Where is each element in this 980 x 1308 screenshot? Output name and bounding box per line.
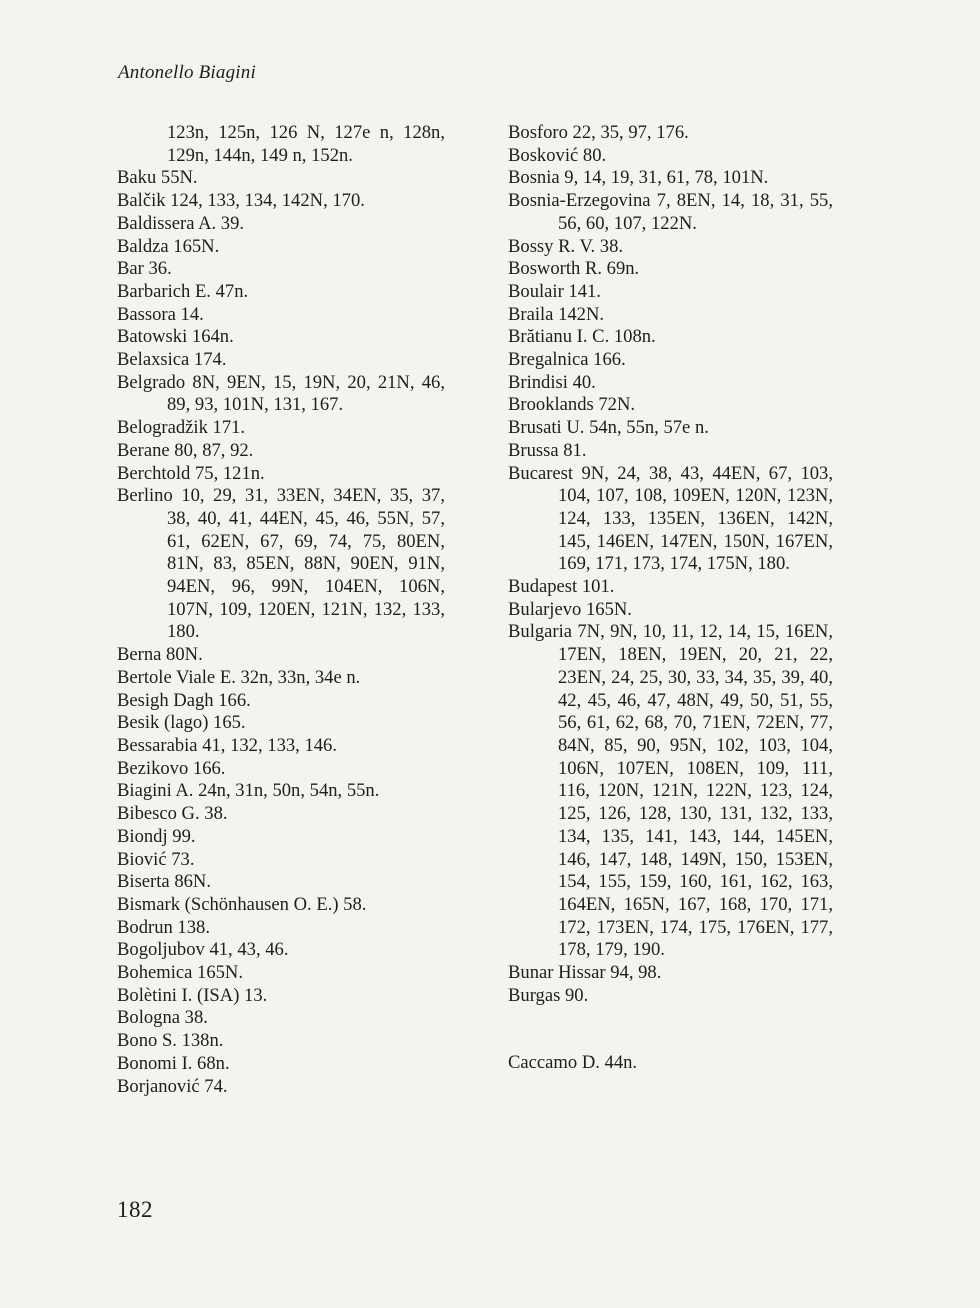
index-entry: Berlino 10, 29, 31, 33EN, 34EN, 35, 37, 38, 40, 41, 44EN, 45, 46, 55N, 57, 61, 62EN, 67, 69, 74, 75, 80EN, 81N, 83, 85EN, 88N, 90EN, 91N, 94EN, 96, 99N, 104EN, 106N, 107N, 109, 120EN, 121N, 132, 133, 180. xyxy=(117,485,445,643)
index-entry: Burgas 90. xyxy=(508,984,589,1006)
index-entry: Besigh Dagh 166. xyxy=(117,689,251,711)
index-entry: Bogoljubov 41, 43, 46. xyxy=(117,939,289,961)
index-entry: Budapest 101. xyxy=(508,576,615,598)
page-number: 182 xyxy=(117,1197,153,1222)
index-entry: Bucarest 9N, 24, 38, 43, 44EN, 67, 103, 104, 107, 108, 109EN, 120N, 123N, 124, 133, 135EN, 136EN, 142N, 145, 146EN, 147EN, 150N, 167EN, 169, 171, 173, 174, 175N, 180. xyxy=(508,462,833,575)
index-entry: Bulgaria 7N, 9N, 10, 11, 12, 14, 15, 16EN, 17EN, 18EN, 19EN, 20, 21, 22, 23EN, 24, 25, 30, 33, 34, 35, 39, 40, 42, 45, 46, 47, 48N, 49, 50, 51, 55, 56, 61, 62, 68, 70, 71EN, 72EN, 77, 84N, 85, 90, 95N, 102, 103, 104, 106N, 107EN, 108EN, 109, 111, 116, 120N, 121N, 122N, 123, 124, 125, 126, 128, 130, 131, 132, 133, 134, 135, 141, 143, 144, 145EN, 146, 147, 148, 149N, 150, 153EN, 154, 155, 159, 160, 161, 162, 163, 164EN, 165N, 167, 168, 170, 171, 172, 173EN, 174, 175, 176EN, 177, 178, 179, 190. xyxy=(508,621,833,961)
index-entry: Balčik 124, 133, 134, 142N, 170. xyxy=(117,190,365,212)
index-entry: Biondj 99. xyxy=(117,825,196,847)
index-column-right xyxy=(508,122,833,1075)
index-entry: Biović 73. xyxy=(117,848,195,870)
index-entry: Bolètini I. (ISA) 13. xyxy=(117,984,268,1006)
index-entry: Brindisi 40. xyxy=(508,371,596,393)
index-entry: Caccamo D. 44n. xyxy=(508,1052,638,1074)
index-entry: Bosković 80. xyxy=(508,144,607,166)
index-entry: Biserta 86N. xyxy=(117,871,211,893)
index-entry: Batowski 164n. xyxy=(117,326,234,348)
index-entry: Bertole Viale E. 32n, 33n, 34e n. xyxy=(117,666,361,688)
index-entry: Berane 80, 87, 92. xyxy=(117,439,254,461)
index-entry: Baldza 165N. xyxy=(117,235,220,257)
index-entry: Bassora 14. xyxy=(117,303,204,325)
index-entry: Bregalnica 166. xyxy=(508,349,626,371)
index-column-left xyxy=(117,122,445,1098)
index-entry: Bunar Hissar 94, 98. xyxy=(508,962,662,984)
running-header: Antonello Biagini xyxy=(118,62,256,83)
index-entry: Boulair 141. xyxy=(508,280,601,302)
index-entry: Besik (lago) 165. xyxy=(117,712,246,734)
index-entry: Bibesco G. 38. xyxy=(117,803,228,825)
index-entry: Bonomi I. 68n. xyxy=(117,1052,230,1074)
section-gap xyxy=(508,1007,833,1052)
index-entry: Baldissera A. 39. xyxy=(117,212,245,234)
index-entry: Bodrun 138. xyxy=(117,916,210,938)
index-entry: Brătianu I. C. 108n. xyxy=(508,326,656,348)
index-entry: Bohemica 165N. xyxy=(117,962,243,984)
index-entry: Bismark (Schönhausen O. E.) 58. xyxy=(117,893,367,915)
index-entry: Bossy R. V. 38. xyxy=(508,235,624,257)
index-entry: Bosforo 22, 35, 97, 176. xyxy=(508,122,689,143)
index-entry: Bono S. 138n. xyxy=(117,1030,224,1052)
index-entry: Belaxsica 174. xyxy=(117,349,227,371)
index-entry: Brooklands 72N. xyxy=(508,394,636,416)
index-entry: Bosnia-Erzegovina 7, 8EN, 14, 18, 31, 55, 56, 60, 107, 122N. xyxy=(508,190,833,234)
index-entry: Barbarich E. 47n. xyxy=(117,280,249,302)
index-entry: Berchtold 75, 121n. xyxy=(117,462,265,484)
index-entry: Bessarabia 41, 132, 133, 146. xyxy=(117,734,337,756)
index-entry: Bezikovo 166. xyxy=(117,757,226,779)
index-entry: Bologna 38. xyxy=(117,1007,208,1029)
index-entry: Belogradžik 171. xyxy=(117,417,246,439)
index-entry: Bosnia 9, 14, 19, 31, 61, 78, 101N. xyxy=(508,167,769,189)
index-entry: Bularjevo 165N. xyxy=(508,598,632,620)
index-entry: Bosworth R. 69n. xyxy=(508,258,640,280)
index-entry: Brusati U. 54n, 55n, 57e n. xyxy=(508,417,709,439)
index-entry: 123n, 125n, 126 N, 127e n, 128n, 129n, 144n, 149 n, 152n. xyxy=(167,122,445,166)
index-entry: Berna 80N. xyxy=(117,644,203,666)
index-entry: Belgrado 8N, 9EN, 15, 19N, 20, 21N, 46, 89, 93, 101N, 131, 167. xyxy=(117,371,445,416)
index-entry: Braila 142N. xyxy=(508,303,605,325)
index-entry: Bar 36. xyxy=(117,258,172,280)
index-entry: Baku 55N. xyxy=(117,167,198,189)
index-entry: Brussa 81. xyxy=(508,439,587,461)
index-entry: Borjanović 74. xyxy=(117,1075,228,1097)
index-entry: Biagini A. 24n, 31n, 50n, 54n, 55n. xyxy=(117,780,380,802)
